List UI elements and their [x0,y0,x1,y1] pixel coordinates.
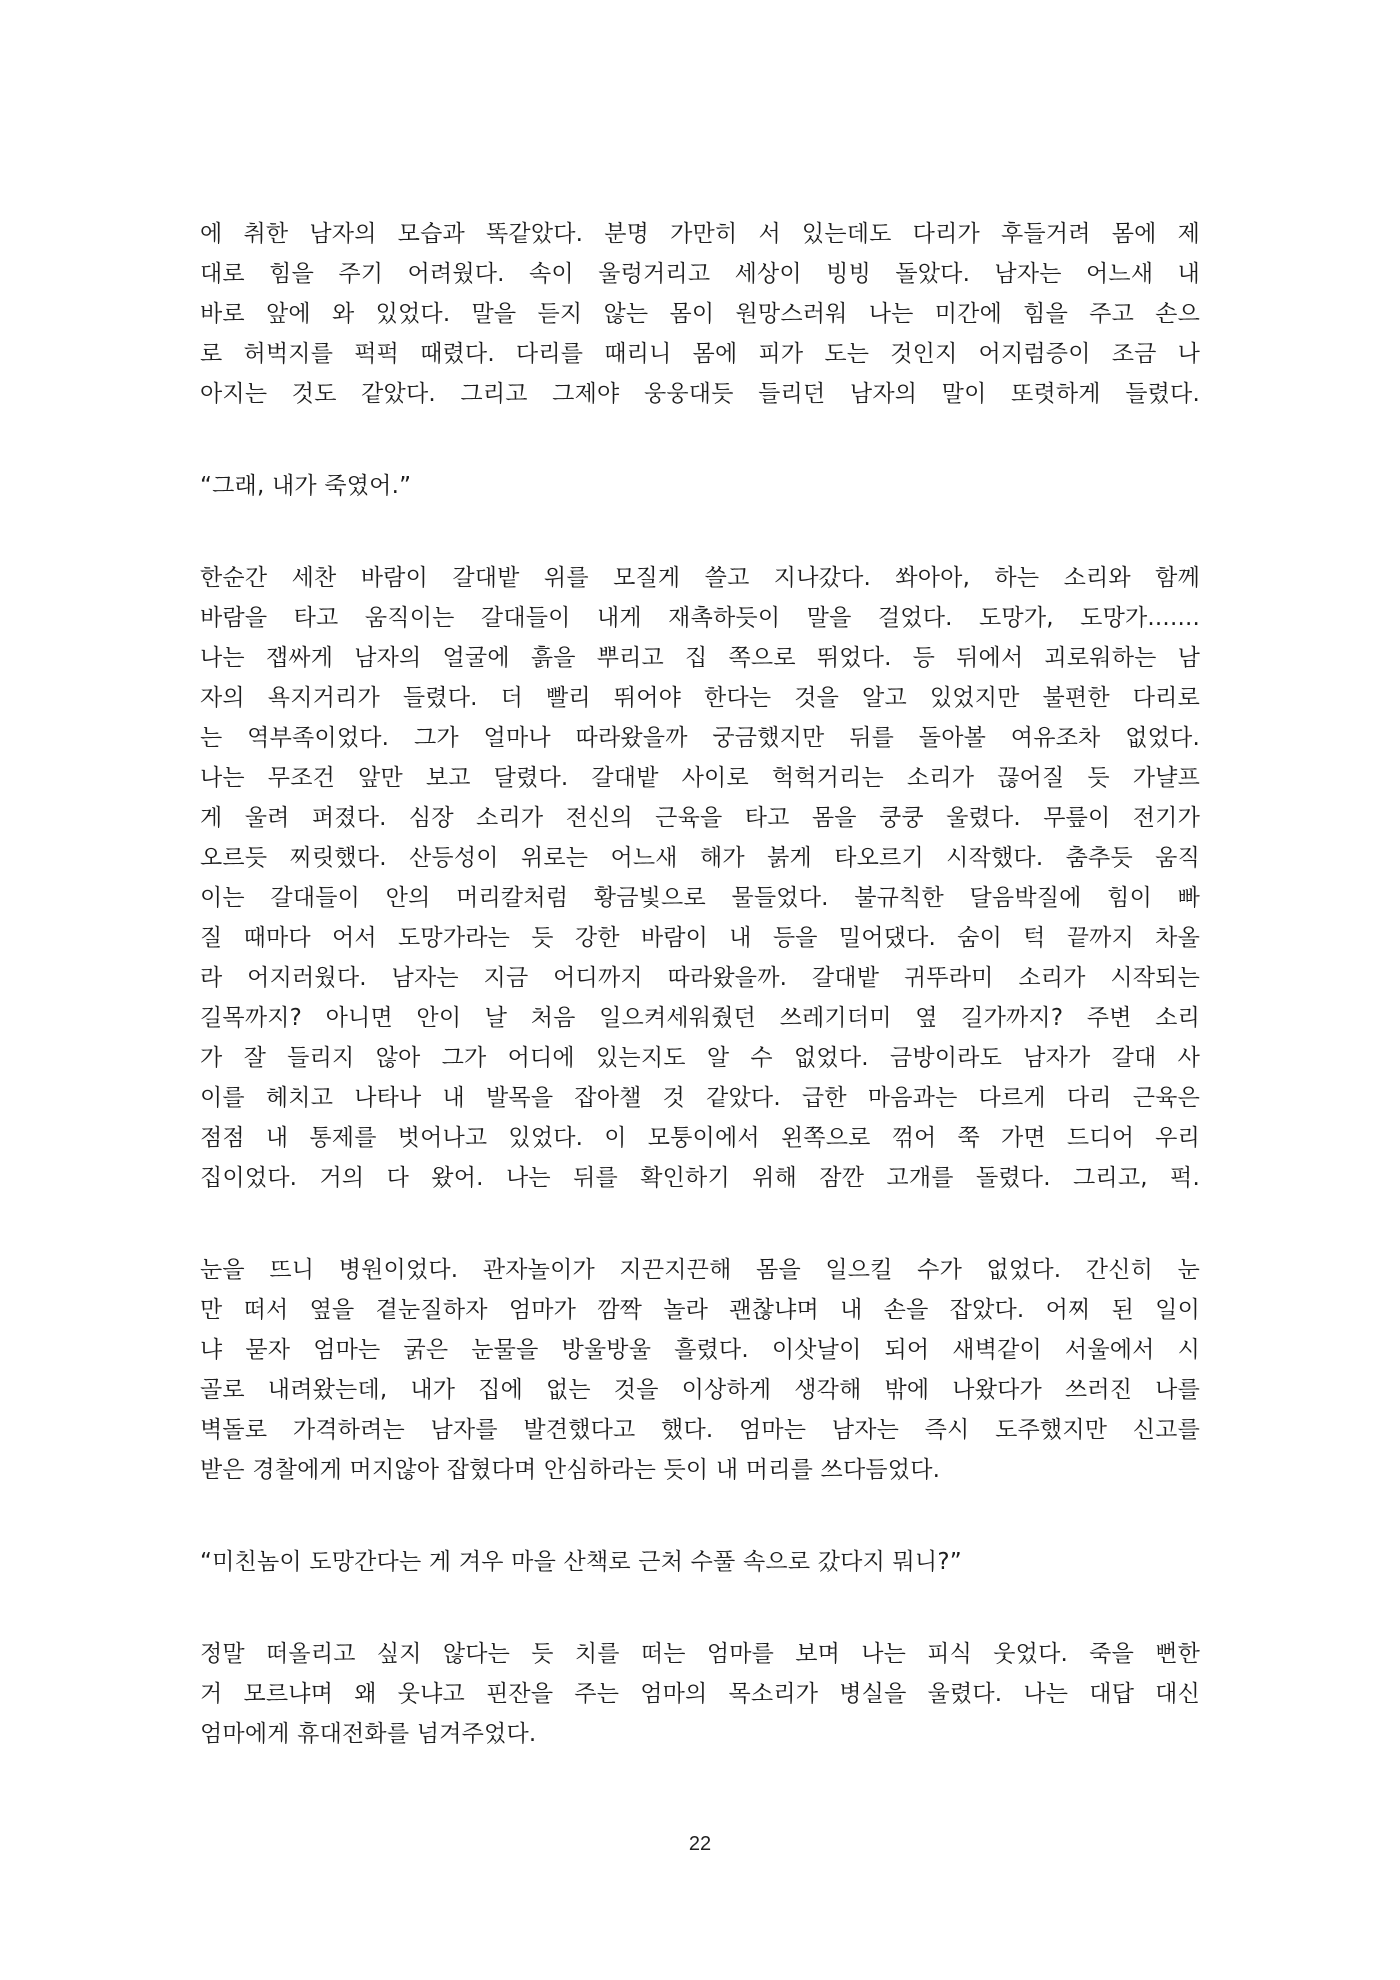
text-line: 바로 앞에 와 있었다. 말을 듣지 않는 몸이 원망스러워 나는 미간에 힘을 주고 손으 [200,301,1200,327]
text-line: 라 어지러웠다. 남자는 지금 어디까지 따라왔을까. 갈대밭 귀뚜라미 소리가 시작되는 [200,965,1200,991]
text-line: 아지는 것도 같았다. 그리고 그제야 웅웅대듯 들리던 남자의 말이 또렷하게 들렸다. [200,381,1200,407]
text-line: 벽돌로 가격하려는 남자를 발견했다고 했다. 엄마는 남자는 즉시 도주했지만 신고를 [200,1417,1200,1443]
paragraph [200,558,1200,1198]
text-line: 골로 내려왔는데, 내가 집에 없는 것을 이상하게 생각해 밖에 나왔다가 쓰러진 나를 [200,1377,1200,1403]
text-line: 엄마에게 휴대전화를 넘겨주었다. [200,1721,537,1747]
text-line: 나는 무조건 앞만 보고 달렸다. 갈대밭 사이로 헉헉거리는 소리가 끊어질 듯 가냘프 [200,765,1200,791]
page-body [200,214,1200,1806]
text-line: 만 떠서 옆을 곁눈질하자 엄마가 깜짝 놀라 괜찮냐며 내 손을 잡았다. 어찌 된 일이 [200,1297,1200,1323]
text-line: 정말 떠올리고 싶지 않다는 듯 치를 떠는 엄마를 보며 나는 피식 웃었다. 죽을 뻔한 [200,1641,1200,1667]
text-line: 한순간 세찬 바람이 갈대밭 위를 모질게 쓸고 지나갔다. 쏴아아, 하는 소리와 함께 [200,565,1200,591]
text-line: 가 잘 들리지 않아 그가 어디에 있는지도 알 수 없었다. 금방이라도 남자가 갈대 사 [200,1045,1200,1071]
page-number: 22 [688,1833,712,1855]
text-line: 눈을 뜨니 병원이었다. 관자놀이가 지끈지끈해 몸을 일으킬 수가 없었다. 간신히 눈 [200,1257,1200,1283]
text-line: 바람을 타고 움직이는 갈대들이 내게 재촉하듯이 말을 걸었다. 도망가, 도망가....... [200,605,1200,631]
text-line: 자의 욕지거리가 들렸다. 더 빨리 뛰어야 한다는 것을 알고 있었지만 불편한 다리로 [200,685,1200,711]
paragraph [200,1634,1200,1754]
dialogue-quote [200,1542,1200,1582]
text-line: “그래, 내가 죽였어.” [200,473,412,499]
dialogue-quote [200,466,1200,506]
text-line: 로 허벅지를 퍽퍽 때렸다. 다리를 때리니 몸에 피가 도는 것인지 어지럼증이 조금 나 [200,341,1200,367]
text-line: 대로 힘을 주기 어려웠다. 속이 울렁거리고 세상이 빙빙 돌았다. 남자는 어느새 내 [200,261,1200,287]
text-line: 에 취한 남자의 모습과 똑같았다. 분명 가만히 서 있는데도 다리가 후들거려 몸에 제 [200,221,1200,247]
text-line: 질 때마다 어서 도망가라는 듯 강한 바람이 내 등을 밀어댔다. 숨이 턱 끝까지 차올 [200,925,1200,951]
text-line: 받은 경찰에게 머지않아 잡혔다며 안심하라는 듯이 내 머리를 쓰다듬었다. [200,1457,941,1483]
text-line: 는 역부족이었다. 그가 얼마나 따라왔을까 궁금했지만 뒤를 돌아볼 여유조차 없었다. [200,725,1200,751]
text-line: “미친놈이 도망간다는 게 겨우 마을 산책로 근처 수풀 속으로 갔다지 뭐니?” [200,1549,962,1575]
text-line: 이는 갈대들이 안의 머리칼처럼 황금빛으로 물들었다. 불규칙한 달음박질에 힘이 빠 [200,885,1200,911]
text-line: 집이었다. 거의 다 왔어. 나는 뒤를 확인하기 위해 잠깐 고개를 돌렸다. 그리고, 퍽. [200,1165,1200,1191]
text-line: 냐 묻자 엄마는 굵은 눈물을 방울방울 흘렸다. 이삿날이 되어 새벽같이 서울에서 시 [200,1337,1200,1363]
text-line: 이를 헤치고 나타나 내 발목을 잡아챌 것 같았다. 급한 마음과는 다르게 다리 근육은 [200,1085,1200,1111]
text-line: 나는 잽싸게 남자의 얼굴에 흙을 뿌리고 집 쪽으로 뛰었다. 등 뒤에서 괴로워하는 남 [200,645,1200,671]
paragraph [200,1250,1200,1490]
text-line: 거 모르냐며 왜 웃냐고 핀잔을 주는 엄마의 목소리가 병실을 울렸다. 나는 대답 대신 [200,1681,1200,1707]
text-line: 길목까지? 아니면 안이 날 처음 일으켜세워줬던 쓰레기더미 옆 길가까지? 주변 소리 [200,1005,1200,1031]
text-line: 게 울려 퍼졌다. 심장 소리가 전신의 근육을 타고 몸을 쿵쿵 울렸다. 무릎이 전기가 [200,805,1200,831]
text-line: 오르듯 찌릿했다. 산등성이 위로는 어느새 해가 붉게 타오르기 시작했다. 춤추듯 움직 [200,845,1200,871]
paragraph [200,214,1200,414]
text-line: 점점 내 통제를 벗어나고 있었다. 이 모퉁이에서 왼쪽으로 꺾어 쭉 가면 드디어 우리 [200,1125,1200,1151]
